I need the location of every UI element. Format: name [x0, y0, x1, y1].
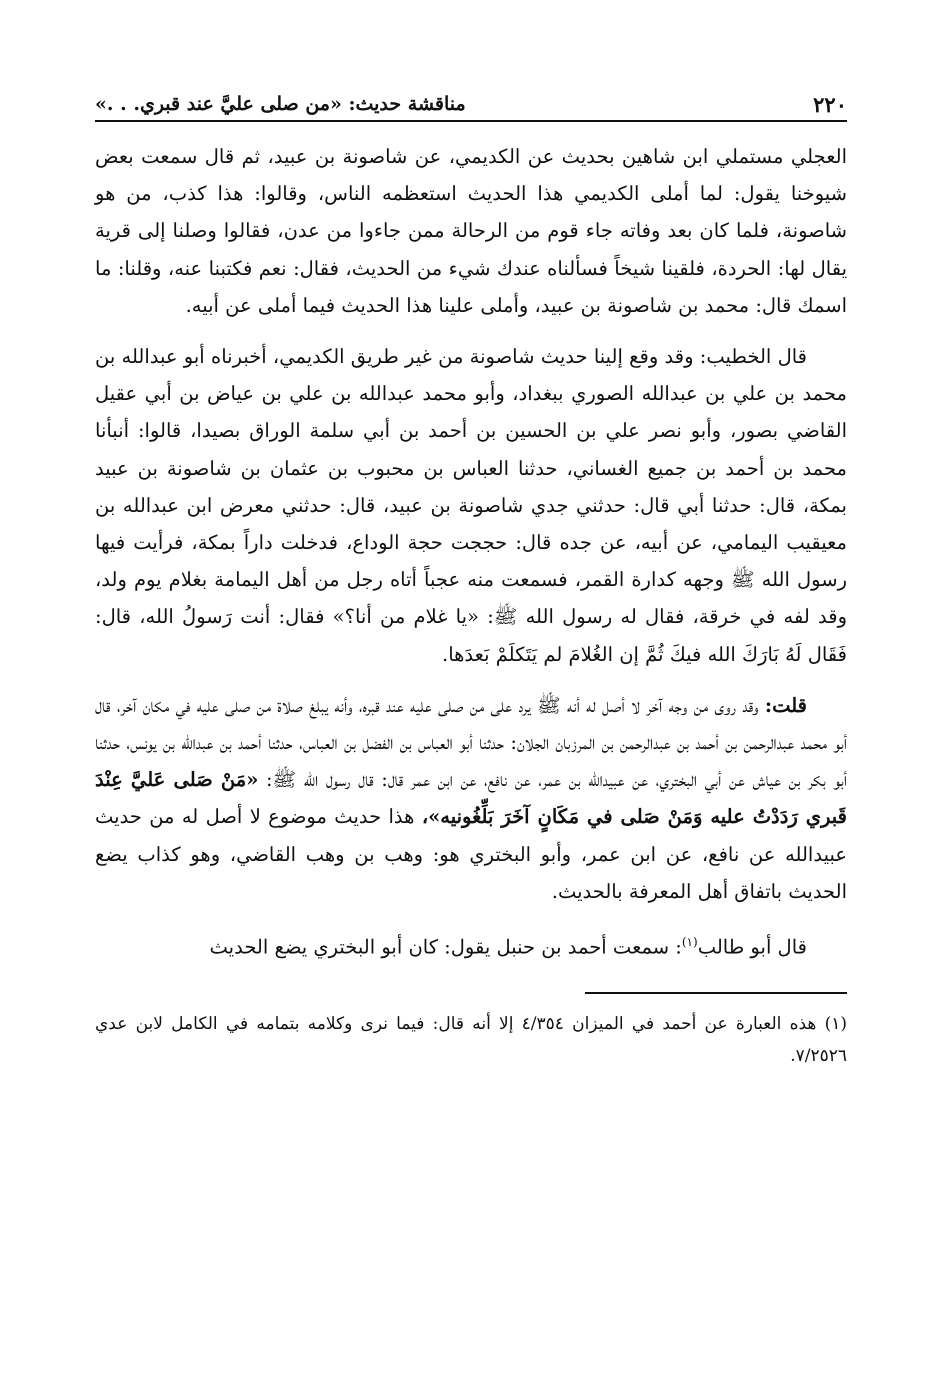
footnote: (١) هذه العبارة عن أحمد في الميزان ٤/٣٥٤ إلا أنه قال: فيما نرى وكلامه بتمامه في الكامل لابن عدي ٧/٢٥٢٦. [95, 1013, 847, 1066]
paragraph-3-lead: قلت: [764, 693, 807, 717]
running-header [95, 88, 847, 122]
hadith-quote: «مَنْ صَلى عَليَّ عِنْدَ قَبري رَدَدْتُ عليه وَمَنْ صَلى في مَكَانٍ آخَرَ بَلِّغُونيه»، [95, 768, 847, 829]
main-text [95, 138, 847, 966]
paragraph-3-tail: هذا حديث موضوع لا أصل له من حديث عبيدالله عن نافع، عن ابن عمر، وأبو البختري هو: وهب بن وهب القاضي، وهو كذاب يضع الحديث باتفاق أهل المعرفة بالحديث. [95, 805, 847, 903]
running-title: مناقشة حديث: «من صلى عليَّ عند قبري. . .» [95, 93, 466, 115]
paragraph-4 [95, 924, 847, 966]
paragraph-4-before: قال أبو طالب [697, 935, 807, 959]
paragraph-3-text: وقد روى من وجه آخر لا أصل له أنه ﷺ يرد على من صلى عليه عند قبره، وأنه يبلغ صلاة من صلى عليه في مكان آخر، قال أبو محمد عبدالرحمن بن أحمد بن عبدالرحمن بن المرزبان الجلان: حدثنا أبو العباس بن الفضل بن العباس، حدثنا أحمد بن عبدالله بن يونس، حدثنا أبو بكر بن عياش عن أبي البختري، عن عبيدالله بن عمر، عن نافع، عن ابن عمر قال: قال رسول الله ﷺ: [95, 693, 847, 792]
footnote-divider [585, 992, 847, 994]
book-page [95, 88, 847, 1072]
page-number: ٢٢٠ [813, 91, 847, 117]
paragraph-4-after: : سمعت أحمد بن حنبل يقول: كان أبو البختري يضع الحديث [209, 935, 682, 959]
paragraph-3 [95, 687, 847, 910]
footnote-reference: (١) [681, 935, 698, 950]
paragraph-1: العجلي مستملي ابن شاهين بحديث عن الكديمي، عن شاصونة بن عبيد، ثم قال سمعت بعض شيوخنا يقول: لما أملى الكديمي هذا الحديث استعظمه الناس، وقالوا: هذا كذب، من هو شاصونة، فلما كان بعد وفاته جاء قوم من الرحالة ممن جاءوا من عدن، فقالوا وصلنا إلى قرية يقال لها: الحردة، فلقينا شيخاً فسألناه عندك شيء من الحديث، فقال: نعم فكتبنا عنه، وقلنا: ما اسمك قال: محمد بن شاصونة بن عبيد، وأملى علينا هذا الحديث فيما أملى عن أبيه. [95, 145, 847, 317]
paragraph-2: قال الخطيب: وقد وقع إلينا حديث شاصونة من غير طريق الكديمي، أخبرناه أبو عبدالله بن محمد بن علي بن عبدالله الصوري ببغداد، وأبو محمد عبدالله بن علي بن عياض بن أبي عقيل القاضي بصور، وأبو نصر علي بن الحسين بن أحمد بن أبي سلمة الوراق بصيدا، قالوا: أنبأنا محمد بن أحمد بن جميع الغساني، حدثنا العباس بن محبوب بن عثمان بن شاصونة بن عبيد بمكة، قال: حدثنا أبي قال: حدثني جدي شاصونة بن عبيد، قال: حدثني معرض ابن عبدالله بن معيقيب اليمامي، عن أبيه، عن جده قال: حججت حجة الوداع، فدخلت داراً بمكة، فرأيت فيها رسول الله ﷺ وجهه كدارة القمر، فسمعت منه عجباً أتاه رجل من أهل اليمامة بغلام يوم ولد، وقد لفه في خرقة، فقال له رسول الله ﷺ: «يا غلام من أنا؟» فقال: أنت رَسولُ الله، قال: فَقَال لَهُ بَارَكَ الله فيكَ ثُمَّ إن الغُلامَ لم يَتَكلَمْ بَعدَها. [95, 345, 847, 666]
